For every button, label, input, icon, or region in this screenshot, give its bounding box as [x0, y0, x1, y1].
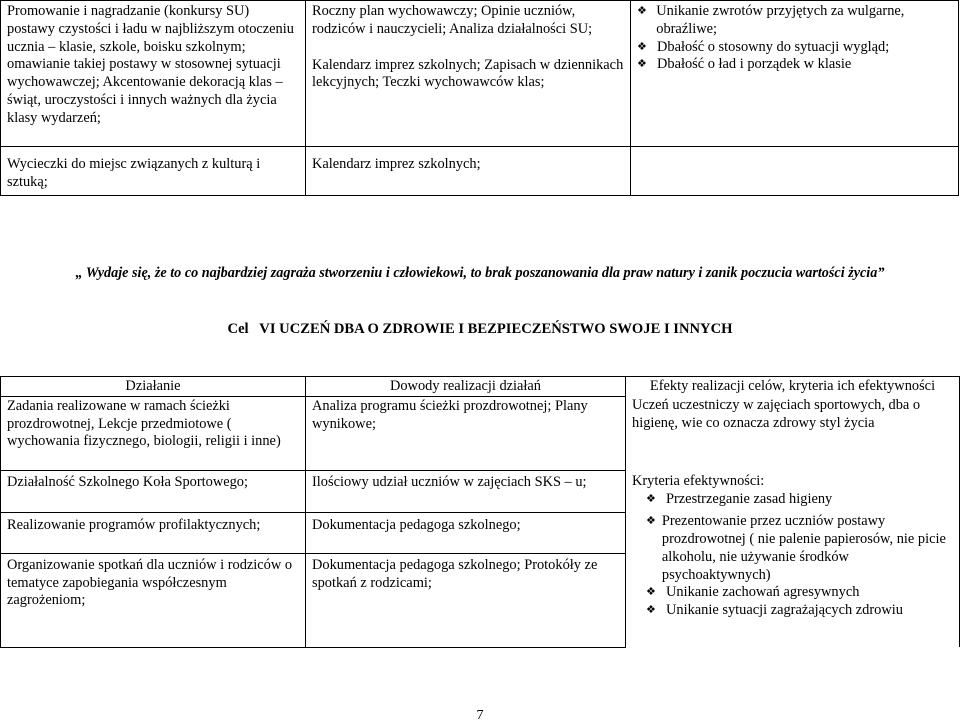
- cell-text: Ilościowy udział uczniów w zajęciach SKS – u;: [312, 473, 587, 490]
- criteria-heading: Kryteria efektywności:: [632, 473, 765, 490]
- table-cell: [626, 470, 960, 512]
- table-cell: [1, 512, 306, 553]
- table-cell: [1, 396, 306, 470]
- cell-text: Dokumentacja pedagoga szkolnego;: [312, 516, 521, 533]
- top-table: [0, 0, 959, 196]
- table-cell: [1, 553, 306, 647]
- list-item-text: Unikanie sytuacji zagrażających zdrowiu: [666, 602, 903, 619]
- table-row: [1, 470, 960, 512]
- table-cell: [306, 147, 631, 196]
- cell-text: Realizowanie programów profilaktycznych;: [7, 516, 261, 533]
- table-row: [1, 396, 960, 470]
- table-cell: [306, 396, 626, 470]
- diamond-bullet-icon: ❖: [637, 58, 647, 71]
- cell-text: Działalność Szkolnego Koła Sportowego;: [7, 473, 248, 490]
- table-row: [1, 512, 960, 553]
- table-cell: [306, 470, 626, 512]
- diamond-bullet-icon: ❖: [646, 604, 656, 617]
- cell-text: Wycieczki do miejsc związanych z kulturą i sztuką;: [7, 156, 261, 190]
- column-header: Dowody realizacji działań: [306, 377, 626, 397]
- column-header: Działanie: [1, 377, 306, 397]
- diamond-bullet-icon: ❖: [637, 5, 647, 17]
- cell-text: Roczny plan wychowawczy; Opinie uczniów, rodziców i nauczycieli; Analiza działalności SU;: [312, 3, 593, 37]
- table-row: [1, 147, 959, 196]
- table-cell: [306, 1, 631, 147]
- list-item-text: Dbałość o ład i porządek w klasie: [657, 56, 852, 73]
- diamond-bullet-icon: ❖: [646, 515, 656, 528]
- column-header: Efekty realizacji celów, kryteria ich efektywności: [626, 377, 960, 397]
- main-table: [0, 376, 960, 648]
- cell-text: Kalendarz imprez szkolnych; Zapisach w dziennikach lekcyjnych; Teczki wychowawców klas;: [312, 56, 624, 91]
- cell-text: Organizowanie spotkań dla uczniów i rodziców o tematyce zapobiegania współczesnym zagrożeniom;: [7, 556, 293, 609]
- table-cell: [1, 147, 306, 196]
- list-item-text: Dbałość o stosowny do sytuacji wygląd;: [657, 38, 890, 55]
- table-row: [1, 1, 959, 147]
- list-item: [637, 56, 952, 74]
- list-item: [632, 602, 953, 620]
- section-goal-title: Cel VI UCZEŃ DBA O ZDROWIE I BEZPIECZEŃSTWO SWOJE I INNYCH: [227, 321, 733, 337]
- table-cell: [631, 147, 959, 196]
- cell-text: Analiza programu ścieżki prozdrowotnej; Plany wynikowe;: [312, 397, 588, 432]
- cell-text: Promowanie i nagradzanie (konkursy SU) postawy czystości i ładu w najbliższym otoczeniu ucznia – klasie, szkole, boisku szkolnym; omawianie takiej postawy w stosownej sytuacji wychowawczej; Akcentowanie dekoracją klas – świąt, uroczystości i innych ważnych dla życia klasy wydarzeń;: [7, 3, 294, 126]
- page-number: 7: [476, 708, 484, 723]
- cell-text: Kalendarz imprez szkolnych;: [312, 156, 481, 172]
- list-item: [637, 3, 952, 39]
- list-item: [632, 584, 953, 602]
- motto-quote: „ Wydaje się, że to co najbardziej zagraża stworzeniu i człowiekowi, to brak poszanowania dla praw natury i zanik poczucia wartości życia”: [75, 265, 885, 281]
- cell-text: Zadania realizowane w ramach ścieżki prozdrowotnej, Lekcje przedmiotowe ( wychowania fizycznego, biologii, religii i inne): [7, 397, 281, 450]
- diamond-bullet-icon: ❖: [646, 586, 656, 599]
- table-cell: [1, 1, 306, 147]
- list-item: [637, 39, 952, 57]
- table-cell: [631, 1, 959, 147]
- cell-text: Dokumentacja pedagoga szkolnego; Protokóły ze spotkań z rodzicami;: [312, 556, 598, 591]
- list-item-text: Unikanie zachowań agresywnych: [666, 584, 860, 601]
- list-item-text: Przestrzeganie zasad higieny: [666, 491, 833, 508]
- list-item-text: Prezentowanie przez uczniów postawy prozdrowotnej ( nie palenie papierosów, nie picie alkoholu, nie używanie środków psychoaktywnych): [661, 513, 946, 583]
- table-header-row: [1, 377, 960, 397]
- cell-text: Uczeń uczestniczy w zajęciach sportowych, dba o higienę, wie co oznacza zdrowy styl życia: [632, 397, 921, 432]
- list-item: [632, 513, 953, 584]
- diamond-bullet-icon: ❖: [646, 493, 656, 506]
- table-cell: [626, 512, 960, 647]
- list-item-text: Unikanie zwrotów przyjętych za wulgarne, obraźliwe;: [656, 3, 905, 37]
- table-cell: [1, 470, 306, 512]
- list-item: [632, 491, 953, 509]
- diamond-bullet-icon: ❖: [637, 40, 647, 53]
- table-cell: [306, 512, 626, 553]
- table-cell: [626, 396, 960, 470]
- table-cell: [306, 553, 626, 647]
